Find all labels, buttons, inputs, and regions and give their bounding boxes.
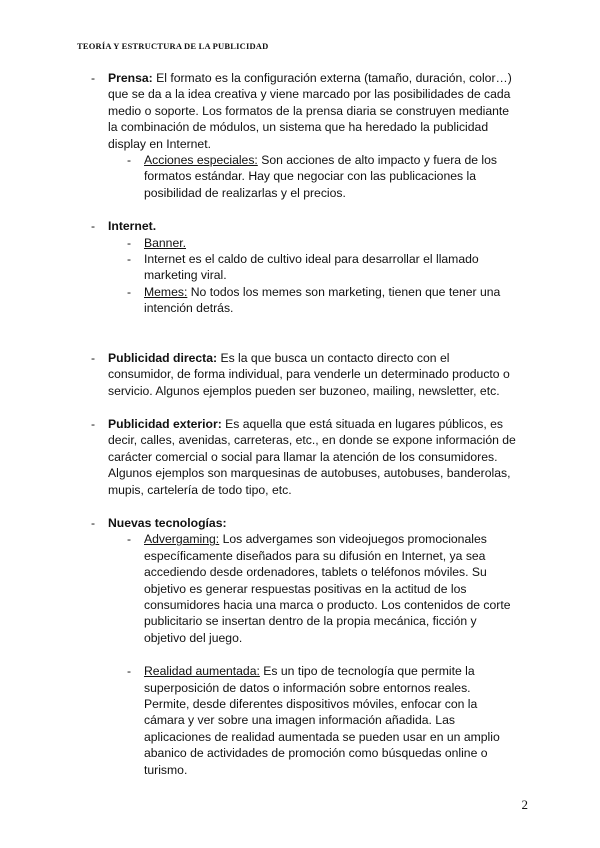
subitem-text: Es un tipo de tecnología que permite la superposición de datos o información sobre entornos reales. Permite, desde diferentes dispositivos móviles, enfocar con la cámara y ver sobre una imagen información añadida. Las aplicaciones de realidad aumentada se pueden usar en un amplio abanico de actividades de promoción como búsquedas online o turismo.	[144, 664, 500, 777]
subitem-label: Memes:	[144, 284, 188, 299]
bullet-dash: -	[127, 532, 132, 547]
bullet-dash: -	[91, 219, 96, 234]
bullet-dash: -	[127, 252, 132, 267]
bullet-dash: -	[127, 664, 132, 679]
subitem-label: Acciones especiales:	[144, 153, 258, 168]
document-body	[0, 70, 600, 778]
item-prensa	[91, 70, 518, 152]
bullet-dash: -	[127, 284, 132, 299]
item-internet	[91, 218, 518, 234]
running-header: TEORÍA Y ESTRUCTURA DE LA PUBLICIDAD	[77, 41, 269, 51]
subitem-marketing-viral	[127, 251, 518, 284]
item-nuevas-tecnologias	[91, 515, 518, 531]
item-text: Es aquella que está situada en lugares públicos, es decir, calles, avenidas, carreteras, etc., en donde se expone información de carácter comercial o social para llamar la atención de los consumidores. Algunos ejemplos son marquesinas de autobuses, autobuses, banderolas, mupis, cartelería de todo tipo, etc.	[108, 416, 516, 497]
bullet-dash: -	[91, 350, 96, 365]
subitem-text: Son acciones de alto impacto y fuera de los formatos estándar. Hay que negociar con las publicaciones la posibilidad de realizarlas y el precios.	[144, 153, 497, 200]
bullet-dash: -	[91, 515, 96, 530]
subitem-advergaming	[127, 531, 518, 646]
subitem-label: Advergaming:	[144, 532, 220, 547]
item-publicidad-directa	[91, 350, 518, 399]
subitem-acciones-especiales	[127, 152, 518, 201]
subitem-text: Los advergames son videojuegos promocionales específicamente diseñados para su difusión en Internet, ya sea accediendo desde ordenadores, tablets o teléfonos móviles. Su objetivo es generar respuestas positivas en la actitud de los consumidores hacia una marca o producto. Los contenidos de corte publicitario se insertan dentro de la propia mecánica, ficción y objetivo del juego.	[144, 532, 511, 645]
subitem-text: Internet es el caldo de cultivo ideal para desarrollar el llamado marketing viral.	[144, 252, 479, 283]
item-title: Publicidad directa:	[108, 350, 218, 365]
item-title: Prensa:	[108, 71, 153, 85]
page-number: 2	[521, 797, 528, 812]
item-text: Es la que busca un contacto directo con el consumidor, de forma individual, para venderle un determinado producto o servicio. Algunos ejemplos pueden ser buzoneo, mailing, newsletter, etc.	[108, 350, 510, 398]
subitem-label: Realidad aumentada:	[144, 664, 260, 679]
bullet-dash: -	[91, 71, 96, 85]
item-publicidad-exterior	[91, 416, 518, 498]
bullet-dash: -	[127, 235, 132, 250]
subitem-banner	[127, 235, 518, 251]
item-title: Internet.	[108, 219, 157, 234]
item-title: Publicidad exterior:	[108, 416, 222, 431]
subitem-label: Banner.	[144, 235, 187, 250]
item-title: Nuevas tecnologías:	[108, 515, 227, 530]
bullet-dash: -	[127, 153, 132, 168]
subitem-realidad-aumentada	[127, 663, 518, 778]
subitem-text: No todos los memes son marketing, tienen que tener una intención detrás.	[144, 284, 501, 316]
subitem-memes	[127, 284, 518, 317]
item-text: El formato es la configuración externa (tamaño, duración, color…) que se da a la idea creativa y viene marcado por las posibilidades de cada medio o soporte. Los formatos de la prensa diaria se construyen mediante la combinación de módulos, un sistema que ha heredado la publicidad display en Internet.	[108, 71, 512, 151]
bullet-dash: -	[91, 416, 96, 431]
